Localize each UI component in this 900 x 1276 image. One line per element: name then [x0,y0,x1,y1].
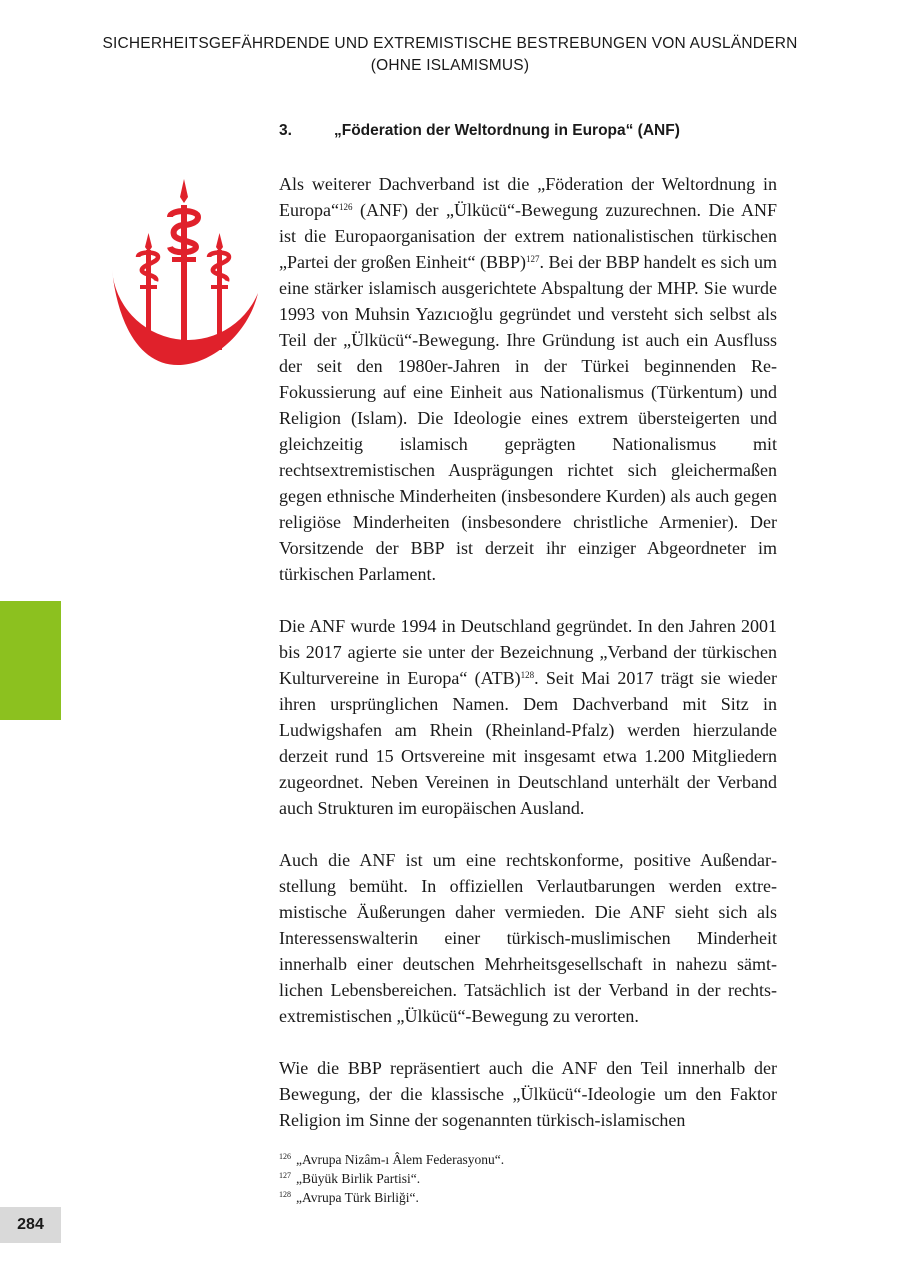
body-text [279,171,777,1159]
running-header-line2: (OHNE ISLAMISMUS) [370,57,530,74]
paragraph-4: Wie die BBP repräsentiert auch die ANF den Teil innerhalb der Bewegung, der die klassische „Ülkücü“-Ideologie um den Faktor Religion im Sinne der sogenannten türkisch-islamischen [279,1058,777,1130]
paragraph-3: Auch die ANF ist um eine rechtskonforme, positive Außendarstellung bemüht. In offiziellen Verlautbarungen werden extremistische Äußerungen daher vermieden. Die ANF sieht sich als Interessenswalterin einer türkisch-muslimischen Minderheit innerhalb einer deutschen Mehrheitsgesellschaft in nahezu sämtlichen Lebensbereichen. Tatsächlich ist der Verband in der rechtsextremistischen „Ülkücü“-Bewegung zu verorten. [279,850,777,1026]
section-heading [279,120,779,142]
footnotes [279,1150,777,1207]
footnote-ref-128[interactable]: 128 [520,670,535,680]
chapter-side-tab [0,601,61,720]
footnote-127 [279,1169,777,1188]
right-spear-tip [216,233,223,252]
center-spear-tip [180,179,188,203]
footnote-126 [279,1150,777,1169]
footnote-ref-126[interactable]: 126 [338,202,353,212]
footnote-number: 128 [279,1190,291,1199]
footnote-text: „Büyük Birlik Partisi“. [296,1171,421,1186]
left-spear-tip [145,233,152,252]
paragraph-1-part-b: (ANF) der „Ülkücü“-Bewegung zuzurechnen. Die ANF ist die Europaorganisation der extrem nationalistischen türkischen „Partei der großen Einheit“ (BBP) [279,200,777,272]
footnote-number: 126 [279,1152,291,1161]
footnote-ref-127[interactable]: 127 [526,254,540,264]
paragraph-1-part-c: . Bei der BBP handelt es sich um eine stärker islamisch ausgerichtete Abspaltung der MHP. Sie wurde 1993 von Muhsin Yazıcıoğlu gegründet und versteht sich selbst als Teil der „Ülkücü“-Bewegung. Ihre Gründung ist auch ein Ausfluss der seit den 1980er-Jahren in der Türkei beginnenden Re-Fokussierung auf eine Einheit aus Nationalismus (Türkentum) und Religion (Islam). Die Ideologie eines extrem übersteigerten und gleichzeitig islamisch geprägten Nationalismus mit rechtsextremistischen Ausprägungen richtet sich gleichermaßen gegen ethnische Minderheiten (insbesondere Kurden) als auch gegen religiöse Minderheiten (insbesondere christliche Armenier). Der Vorsitzende der BBP ist derzeit ihr einziger Abgeordneter im türkischen Parlament. [279,252,777,584]
center-spear-bar [172,257,196,262]
footnote-number: 127 [279,1171,291,1180]
running-header [0,33,900,77]
center-spear-shaft [181,205,187,360]
crescent-three-spears-emblem-icon [100,175,265,410]
paragraph-1 [279,171,777,587]
section-number: 3. [279,122,292,139]
left-spear-bar [140,285,157,289]
footnote-128 [279,1188,777,1207]
footnote-text: „Avrupa Nizâm-ı Âlem Federasyonu“. [296,1152,505,1167]
paragraph-2-part-b: . Seit Mai 2017 trägt sie wieder ihren ursprünglichen Namen. Dem Dachverband mit Sitz in Ludwigshafen am Rhein (Rheinland-Pfalz) werden hierzulande derzeit rund 15 Ortsvereine mit insgesamt etwa 1.200 Mitgliedern zugeordnet. Neben Vereinen in Deutschland unterhält der Verband auch Strukturen im europäischen Ausland. [279,668,778,818]
paragraph-1-part-a: Als weiterer Dachverband ist die „Föderation der Weltordnung in Europa“ [279,174,777,220]
paragraph-2 [279,613,777,821]
section-title: „Föderation der Weltordnung in Europa“ (ANF) [334,122,680,139]
footnote-text: „Avrupa Türk Birliği“. [296,1190,419,1205]
right-spear-bar [211,285,228,289]
running-header-line1: SICHERHEITSGEFÄHRDENDE UND EXTREMISTISCHE BESTREBUNGEN VON AUSLÄNDERN [102,35,798,52]
page-number: 284 [0,1207,61,1243]
paragraph-2-part-a: Die ANF wurde 1994 in Deutschland gegründet. In den Jahren 2001 bis 2017 agierte sie unter der Bezeichnung „Verband der türkischen Kulturvereine in Europa“ (ATB) [279,616,777,688]
